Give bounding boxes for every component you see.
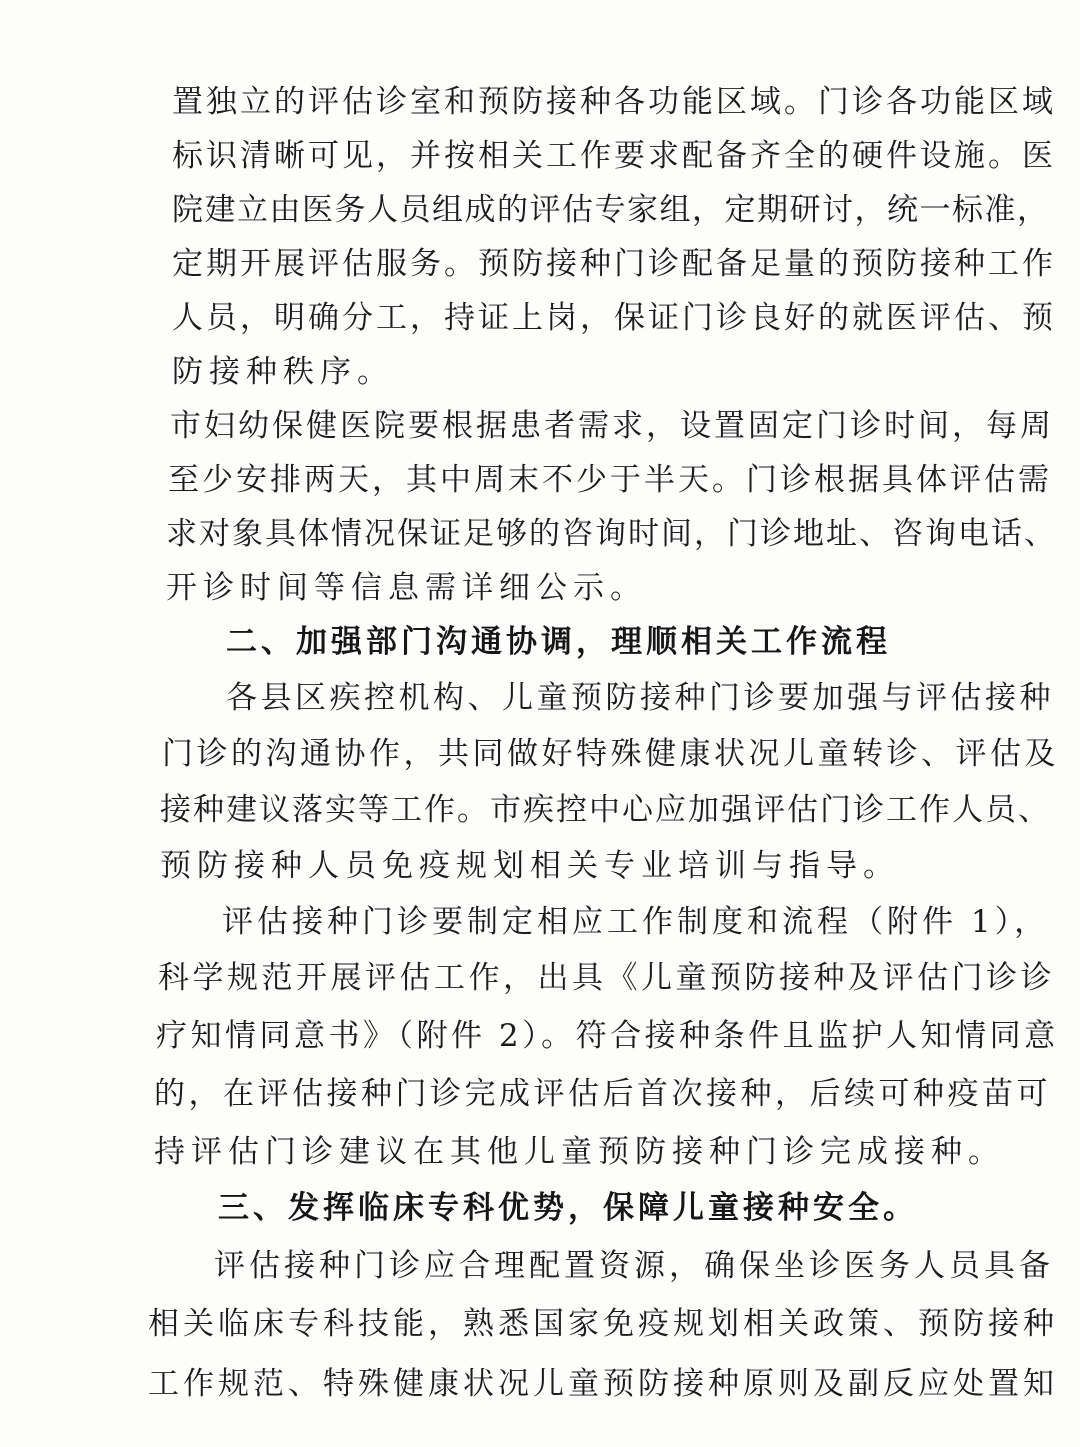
text-line: 门诊的沟通协作，共同做好特殊健康状况儿童转诊、评估及 (162, 736, 1059, 772)
text-line: 接种建议落实等工作。市疾控中心应加强评估门诊工作人员、 (160, 792, 1051, 828)
text-line: 院建立由医务人员组成的评估专家组，定期研讨，统一标准， (172, 192, 1050, 228)
text-line: 相关临床专科技能，熟悉国家免疫规划相关政策、预防接种 (148, 1306, 1058, 1342)
text-line: 市妇幼保健医院要根据患者需求，设置固定门诊时间，每周 (170, 408, 1054, 444)
text-line: 各县区疾控机构、儿童预防接种门诊要加强与评估接种 (226, 680, 1054, 716)
section-2-heading: 二、加强部门沟通协调，理顺相关工作流程 (226, 624, 891, 660)
text-line: 至少安排两天，其中周末不少于半天。门诊根据具体评估需 (168, 462, 1052, 498)
text-line: 置独立的评估诊室和预防接种各功能区域。门诊各功能区域 (172, 84, 1056, 120)
text-line: 持评估门诊建议在其他儿童预防接种门诊完成接种。 (154, 1134, 1005, 1170)
text-line: 标识清晰可见，并按相关工作要求配备齐全的硬件设施。医 (172, 138, 1056, 174)
text-line: 防接种秩序。 (172, 354, 394, 390)
text-line: 定期开展评估服务。预防接种门诊配备足量的预防接种工作 (172, 246, 1056, 282)
text-line: 疗知情同意书》（附件 2）。符合接种条件且监护人知情同意 (156, 1018, 1059, 1054)
text-line: 的，在评估接种门诊完成评估后首次接种，后续可种疫苗可 (154, 1076, 1051, 1112)
text-line: 评估接种门诊应合理配置资源，确保坐诊医务人员具备 (214, 1248, 1054, 1284)
text-line: 预防接种人员免疫规划相关专业培训与指导。 (160, 848, 900, 884)
text-line: 评估接种门诊要制定相应工作制度和流程（附件 1）， (222, 904, 1050, 940)
text-line: 求对象具体情况保证足够的咨询时间，门诊地址、咨询电话、 (166, 516, 1057, 552)
text-line: 工作规范、特殊健康状况儿童预防接种原则及副反应处置知 (148, 1366, 1058, 1402)
text-line: 科学规范开展评估工作，出具《儿童预防接种及评估门诊诊 (158, 960, 1055, 996)
text-line: 开诊时间等信息需详细公示。 (166, 570, 647, 606)
section-3-heading: 三、发挥临床专科优势，保障儿童接种安全。 (218, 1190, 918, 1226)
text-line: 人员，明确分工，持证上岗，保证门诊良好的就医评估、预 (172, 300, 1056, 336)
